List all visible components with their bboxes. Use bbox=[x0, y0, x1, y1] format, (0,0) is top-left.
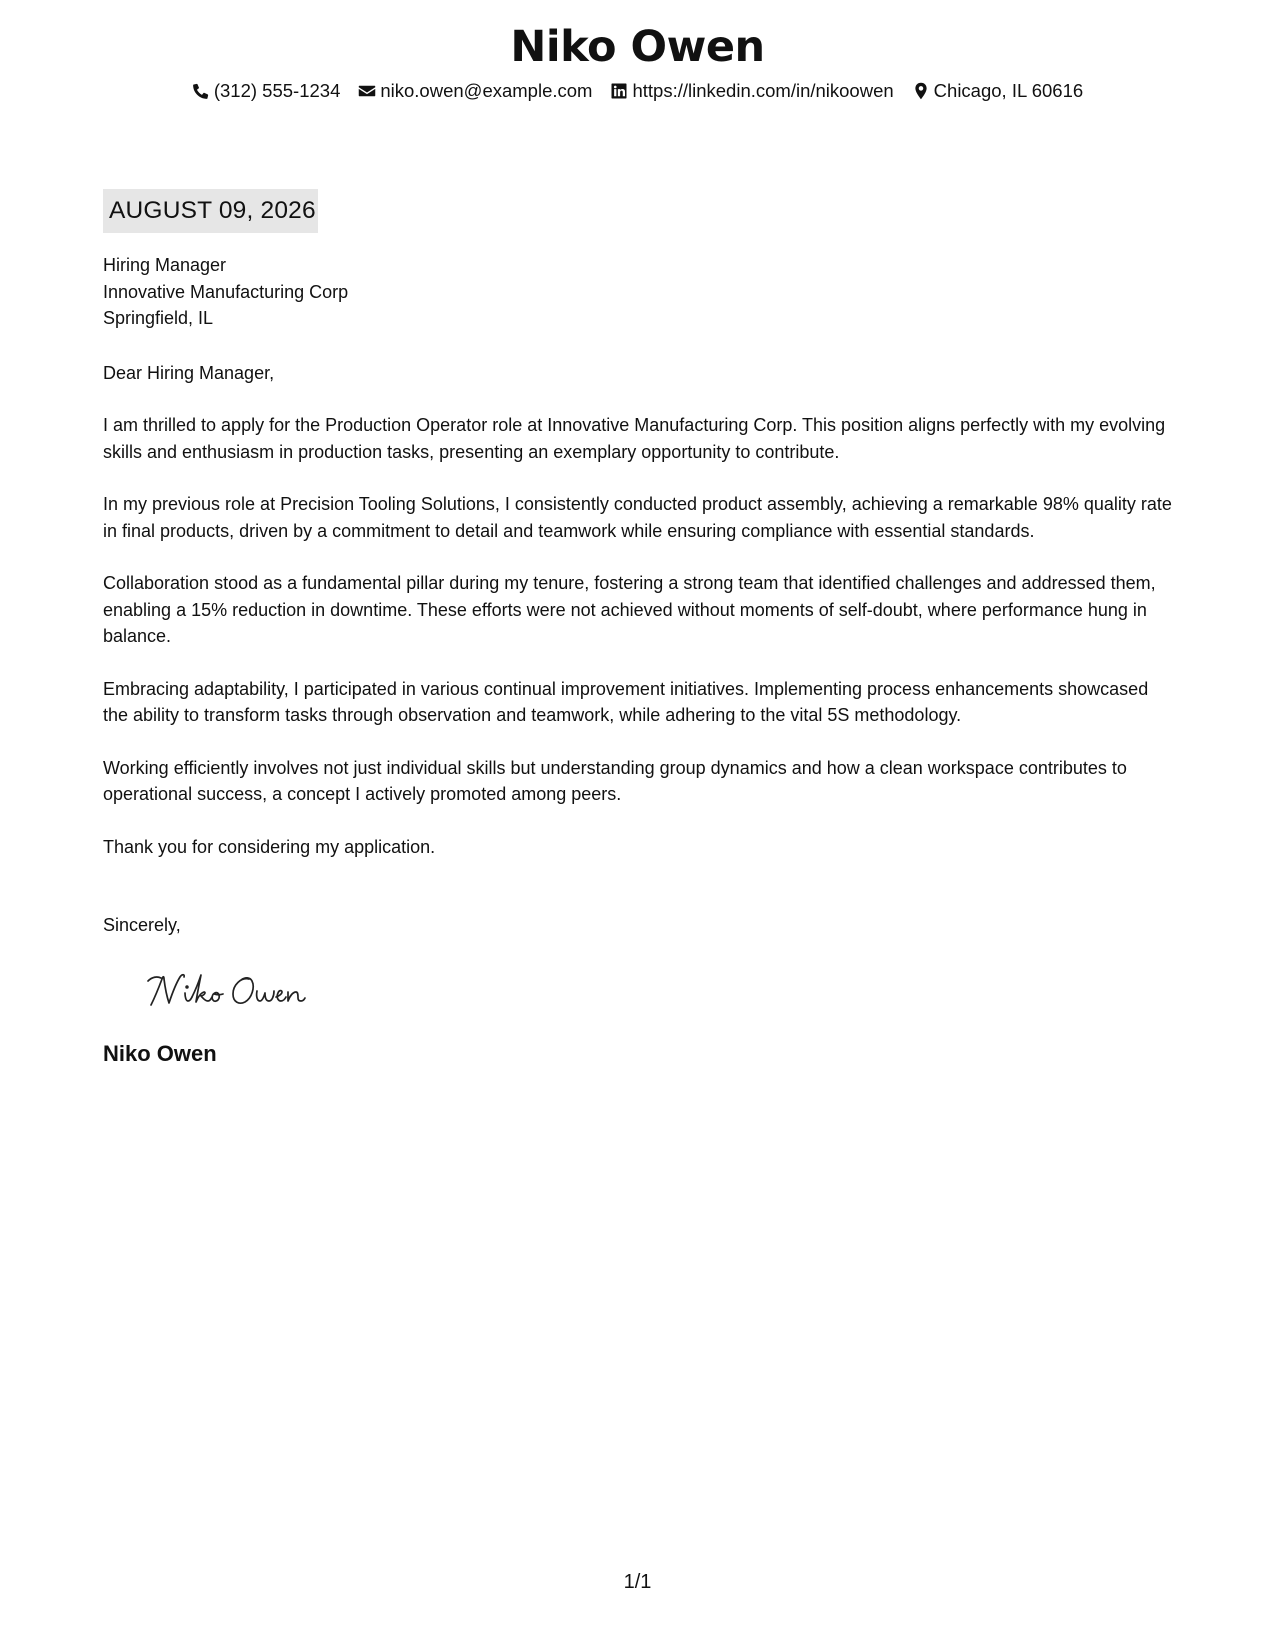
phone-number: (312) 555-1234 bbox=[213, 80, 341, 101]
contact-phone bbox=[192, 80, 341, 102]
contact-linkedin bbox=[610, 80, 893, 102]
closing-line: Thank you for considering my application. bbox=[103, 836, 436, 857]
map-marker-icon bbox=[912, 82, 930, 100]
salutation: Dear Hiring Manager, bbox=[103, 362, 275, 383]
handwritten-signature bbox=[145, 967, 325, 1015]
body-paragraph: Working efficiently involves not just individual skills but understanding group dynamics and how a clean workspace contributes to operational success, a concept I actively promoted among peers. bbox=[103, 757, 1127, 804]
applicant-name-heading: Niko Owen bbox=[510, 22, 765, 72]
page-number: 1/1 bbox=[623, 1571, 652, 1593]
location-text: Chicago, IL 60616 bbox=[933, 80, 1084, 101]
body-paragraph: Collaboration stood as a fundamental pillar during my tenure, fostering a strong team that identified challenges and addressed them, enabling a 15% reduction in downtime. These efforts were not achieved without moments of self-doubt, where performance hung in balance. bbox=[103, 573, 1156, 646]
signed-name: Niko Owen bbox=[103, 1040, 217, 1066]
contact-info-row bbox=[0, 80, 1275, 102]
letter-body bbox=[103, 189, 1178, 1067]
body-paragraph: I am thrilled to apply for the Production Operator role at Innovative Manufacturing Corp. This position aligns perfectly with my evolving skills and enthusiasm in production tasks, presenting an exemplary opportunity to contribute. bbox=[103, 415, 1166, 462]
contact-location bbox=[912, 80, 1083, 102]
recipient-location: Springfield, IL bbox=[103, 308, 214, 328]
body-paragraph: In my previous role at Precision Tooling Solutions, I consistently conducted product assembly, achieving a remarkable 98% quality rate in final products, driven by a commitment to detail and teamwork while ensuring compliance with essential standards. bbox=[103, 494, 1172, 541]
recipient-block bbox=[103, 252, 1178, 332]
recipient-company: Innovative Manufacturing Corp bbox=[103, 281, 349, 302]
letter-date: AUGUST 09, 2026 bbox=[103, 189, 318, 233]
linkedin-icon bbox=[610, 82, 628, 100]
phone-icon bbox=[192, 82, 210, 100]
linkedin-url: https://linkedin.com/in/nikoowen bbox=[632, 80, 894, 101]
envelope-icon bbox=[358, 82, 376, 100]
email-address: niko.owen@example.com bbox=[380, 80, 593, 101]
body-paragraph: Embracing adaptability, I participated in various continual improvement initiatives. Implementing process enhancements showcased the ability to transform tasks through observation and teamwork, while adhering to the vital 5S methodology. bbox=[103, 678, 1149, 725]
contact-email bbox=[358, 80, 592, 102]
sign-off: Sincerely, bbox=[103, 915, 181, 935]
recipient-title: Hiring Manager bbox=[103, 255, 227, 275]
